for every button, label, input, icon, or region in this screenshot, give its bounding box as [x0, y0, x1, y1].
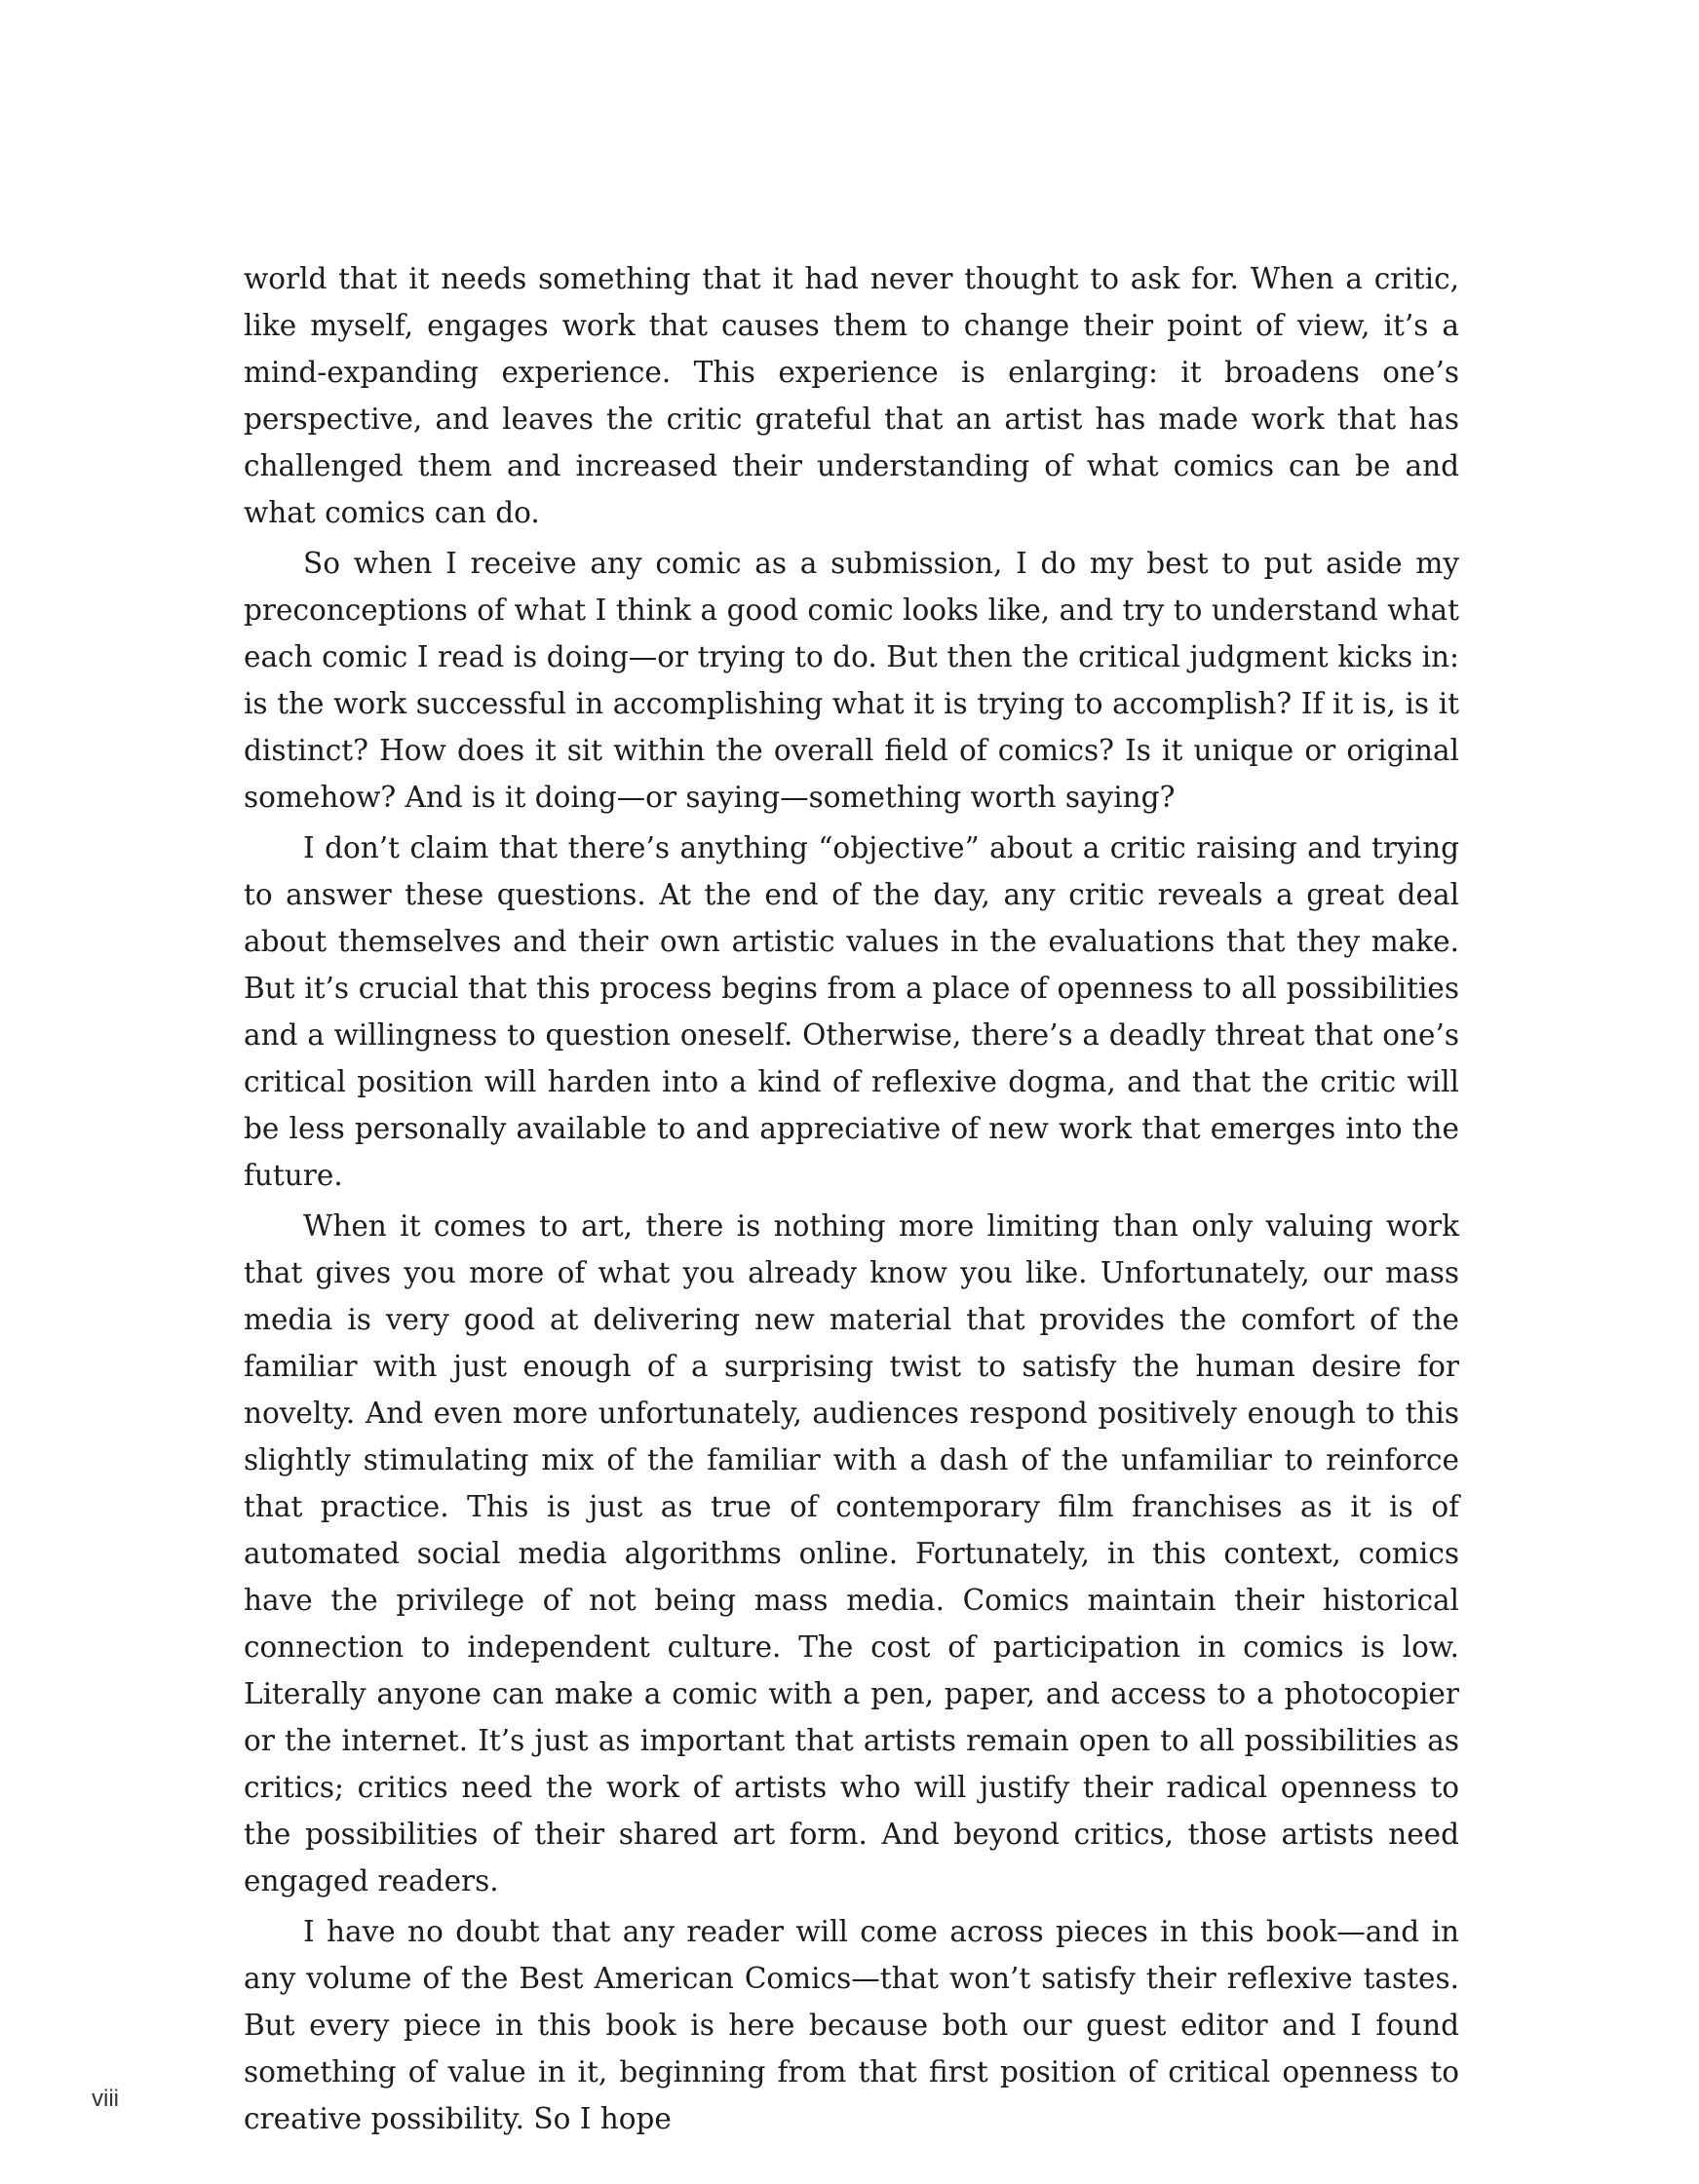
body-text — [244, 255, 1459, 2146]
paragraph-continuation: world that it needs something that it had never thought to ask for. When a critic, like myself, engages work that causes them to change their point of view, it’s a mind-expanding experience. This experience is enlarging: it broadens one’s perspective, and leaves the critic grateful that an artist has made work that has challenged them and increased their understanding of what comics can be and what comics can do. — [244, 262, 1459, 529]
page-number: viii — [92, 2086, 119, 2112]
paragraph-art-limiting: When it comes to art, there is nothing more limiting than only valuing work that gives you more of what you already know you like. Unfortunately, our mass media is very good at delivering new material that provides the comfort of the familiar with just enough of a surprising twist to satisfy the human desire for novelty. And even more unfortunately, audiences respond positively enough to this slightly stimulating mix of the familiar with a dash of the unfamiliar to reinforce that practice. This is just as true of contemporary film franchises as it is of automated social media algorithms online. Fortunately, in this context, comics have the privilege of not being mass media. Comics maintain their historical connection to independent culture. The cost of participation in comics is low. Literally anyone can make a comic with a pen, paper, and access to a photocopier or the internet. It’s just as important that artists remain open to all possibilities as critics; critics need the work of artists who will justify their radical openness to the possibilities of their shared art form. And beyond critics, those artists need engaged readers. — [244, 1209, 1459, 1897]
paragraph-reader: I have no doubt that any reader will come across pieces in this book—and in any volume of the Best American Comics—that won’t satisfy their reflexive tastes. But every piece in this book is here because both our guest editor and I found something of value in it, beginning from that first position of critical openness to creative possibility. So I hope — [244, 1915, 1459, 2135]
paragraph-objective: I don’t claim that there’s anything “objective” about a critic raising and trying to answer these questions. At the end of the day, any critic reveals a great deal about themselves and their own artistic values in the evaluations that they make. But it’s crucial that this process begins from a place of openness to all possibilities and a willingness to question oneself. Otherwise, there’s a deadly threat that one’s critical position will harden into a kind of reflexive dogma, and that the critic will be less personally available to and appreciative of new work that emerges into the future. — [244, 831, 1459, 1192]
paragraph-submission: So when I receive any comic as a submission, I do my best to put aside my preconceptions of what I think a good comic looks like, and try to understand what each comic I read is doing—or trying to do. But then the critical judgment kicks in: is the work successful in accomplishing what it is trying to accomplish? If it is, is it distinct? How does it sit within the overall field of comics? Is it unique or original somehow? And is it doing—or saying—something worth saying? — [244, 547, 1459, 814]
